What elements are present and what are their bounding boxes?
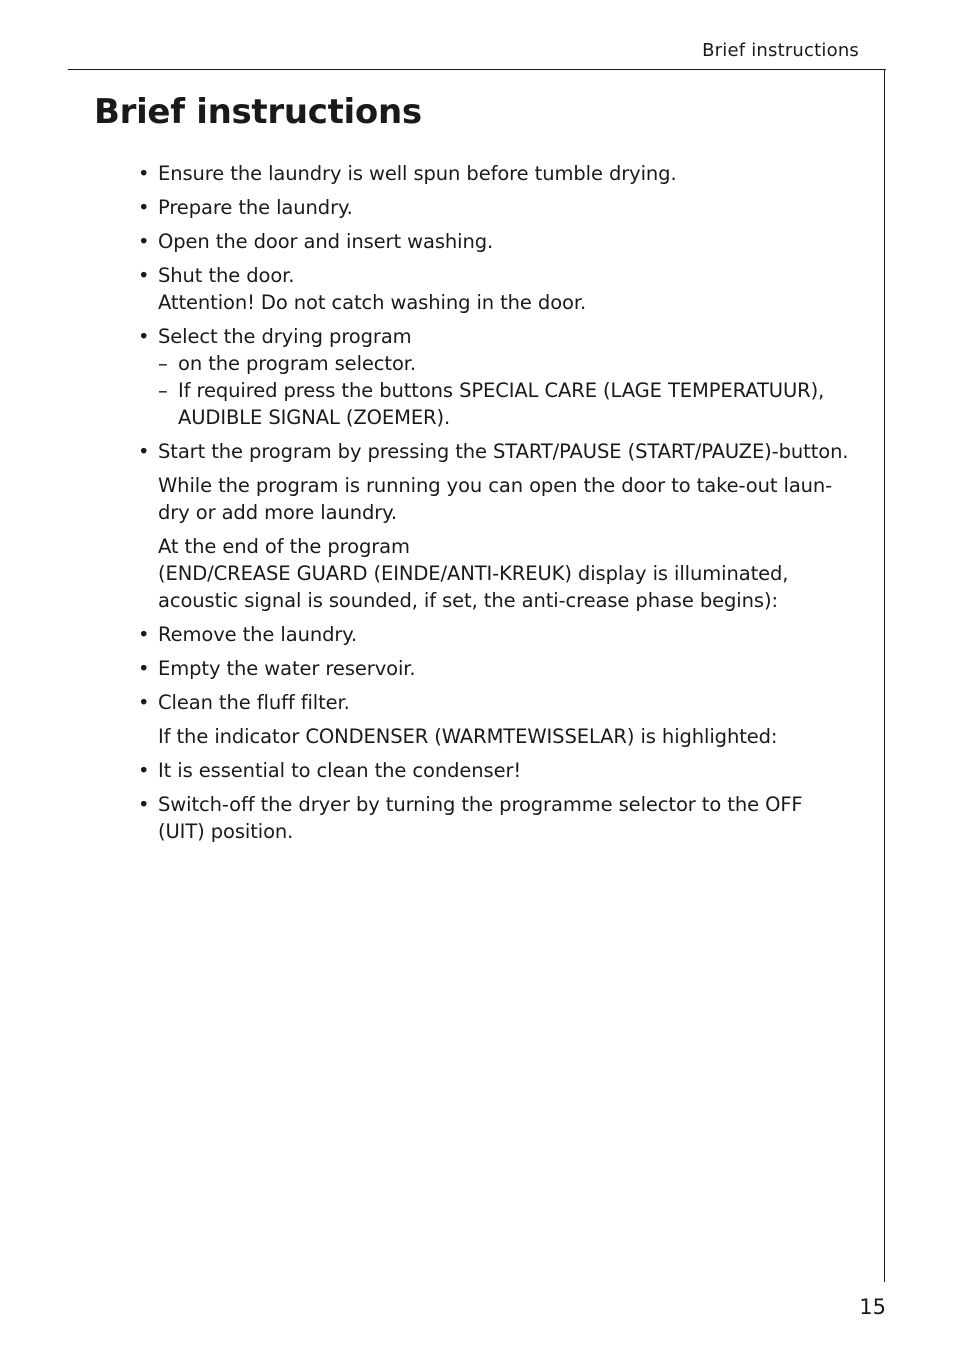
bullet-marker: • bbox=[138, 230, 150, 253]
item-text-line: Prepare the laundry. bbox=[158, 196, 353, 219]
sub-item bbox=[158, 377, 868, 431]
item-text-line: Shut the door. bbox=[158, 264, 295, 287]
bullet-marker: • bbox=[138, 264, 150, 287]
item-text-line: Select the drying program bbox=[158, 325, 412, 348]
item-text-line: Remove the laundry. bbox=[158, 623, 358, 646]
item-text-line: dry or add more laundry. bbox=[158, 501, 397, 524]
list-note bbox=[138, 533, 868, 614]
bullet-marker: • bbox=[138, 759, 150, 782]
item-text-line: Clean the fluff filter. bbox=[158, 691, 350, 714]
item-text-line: It is essential to clean the condenser! bbox=[158, 759, 522, 782]
list-note bbox=[138, 723, 868, 750]
instruction-list bbox=[138, 160, 868, 852]
dash-marker: – bbox=[158, 352, 168, 375]
list-item bbox=[138, 262, 868, 316]
sub-item-text-line: AUDIBLE SIGNAL (ZOEMER). bbox=[178, 406, 451, 429]
list-item bbox=[138, 160, 868, 187]
dash-marker: – bbox=[158, 379, 168, 402]
bullet-marker: • bbox=[138, 325, 150, 348]
item-text-line: Switch-off the dryer by turning the programme selector to the OFF bbox=[158, 793, 803, 816]
list-note bbox=[138, 472, 868, 526]
margin-rule bbox=[884, 69, 885, 1282]
list-item bbox=[138, 323, 868, 431]
bullet-marker: • bbox=[138, 657, 150, 680]
item-text-line: Ensure the laundry is well spun before tumble drying. bbox=[158, 162, 677, 185]
item-text-line: At the end of the program bbox=[158, 535, 410, 558]
item-text-line: Empty the water reservoir. bbox=[158, 657, 416, 680]
item-text-line: acoustic signal is sounded, if set, the anti-crease phase begins): bbox=[158, 589, 778, 612]
list-item bbox=[138, 194, 868, 221]
item-text-line: If the indicator CONDENSER (WARMTEWISSELAR) is highlighted: bbox=[158, 725, 778, 748]
list-item bbox=[138, 689, 868, 716]
list-item bbox=[138, 791, 868, 845]
item-text-line: Open the door and insert washing. bbox=[158, 230, 494, 253]
item-text-line: Attention! Do not catch washing in the door. bbox=[158, 291, 587, 314]
bullet-marker: • bbox=[138, 623, 150, 646]
bullet-marker: • bbox=[138, 691, 150, 714]
running-header: Brief instructions bbox=[702, 40, 859, 61]
item-text-line: (END/CREASE GUARD (EINDE/ANTI-KREUK) display is illuminated, bbox=[158, 562, 789, 585]
list-item bbox=[138, 757, 868, 784]
list-item bbox=[138, 655, 868, 682]
item-text-line: Start the program by pressing the START/PAUSE (START/PAUZE)-button. bbox=[158, 440, 849, 463]
bullet-marker: • bbox=[138, 793, 150, 816]
sub-item-text-line: on the program selector. bbox=[178, 352, 417, 375]
list-item bbox=[138, 438, 868, 465]
list-item bbox=[138, 228, 868, 255]
header-rule bbox=[68, 69, 886, 70]
page-title: Brief instructions bbox=[94, 92, 422, 132]
list-item bbox=[138, 621, 868, 648]
bullet-marker: • bbox=[138, 440, 150, 463]
item-text-line: While the program is running you can open the door to take-out laun- bbox=[158, 474, 833, 497]
item-text-line: (UIT) position. bbox=[158, 820, 294, 843]
bullet-marker: • bbox=[138, 162, 150, 185]
sub-item-text-line: If required press the buttons SPECIAL CARE (LAGE TEMPERATUUR), bbox=[178, 379, 825, 402]
page-number: 15 bbox=[859, 1295, 886, 1319]
bullet-marker: • bbox=[138, 196, 150, 219]
sub-item bbox=[158, 350, 868, 377]
